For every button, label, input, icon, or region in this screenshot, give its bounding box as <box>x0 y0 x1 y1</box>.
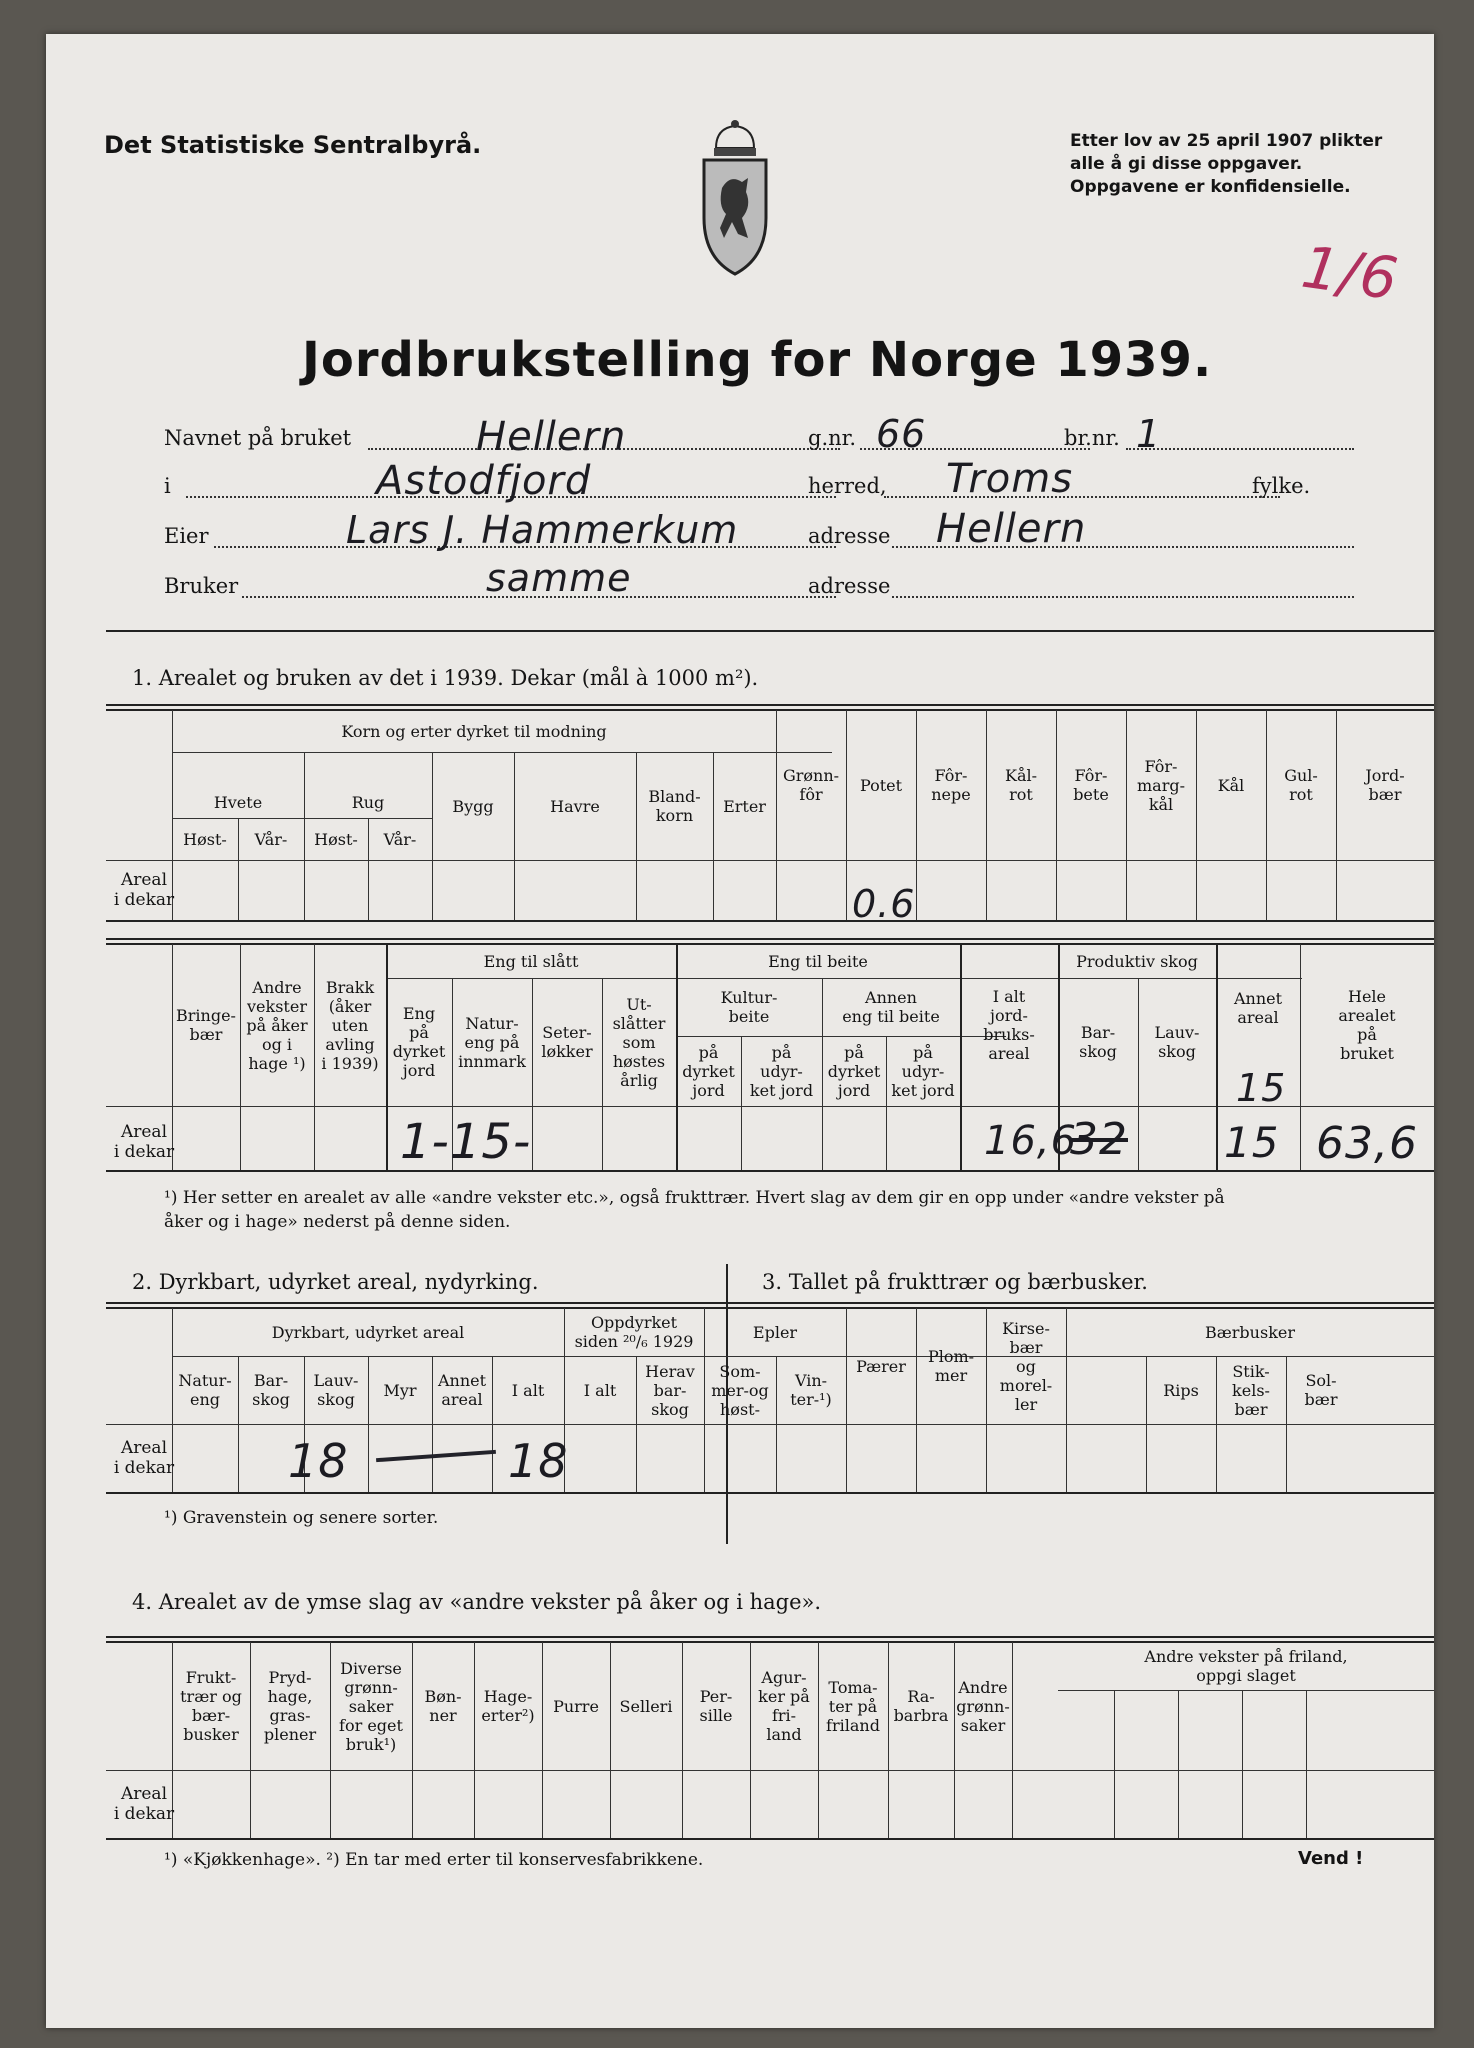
col-forbete: Fôr- bete <box>1073 766 1109 804</box>
col-selleri: Selleri <box>619 1696 673 1716</box>
col-sommer-host: Som- mer-og høst- <box>711 1361 769 1419</box>
section4-footnote: ¹) «Kjøkkenhage». ²) En tar med erter til konservesfabrikkene. <box>164 1850 704 1870</box>
form-title: Jordbrukstelling for Norge 1939. <box>302 332 1213 388</box>
col-frukttraer: Frukt- trær og bær- busker <box>180 1668 242 1744</box>
col-bringebaer: Bringe- bær <box>176 1006 236 1044</box>
eier-label: Eier <box>164 524 209 548</box>
col-tomater: Toma- ter på friland <box>826 1677 880 1735</box>
col-hvete-host: Høst- <box>183 829 227 849</box>
navn-label: Navnet på bruket <box>164 426 352 450</box>
col-jordbaer: Jord- bær <box>1365 766 1405 804</box>
eier-adresse-field[interactable]: Hellern <box>936 506 1087 552</box>
s2-scribble <box>376 1450 496 1462</box>
col-eng-slatt: Eng til slått <box>483 951 579 971</box>
col-natureng: Natur- eng på innmark <box>458 1013 526 1071</box>
i-label: i <box>164 474 171 498</box>
col-gulrot: Gul- rot <box>1284 766 1318 804</box>
col-eng-beite: Eng til beite <box>768 951 868 971</box>
barskog-value[interactable]: 32 <box>1070 1114 1128 1165</box>
potet-value[interactable]: 0.6 <box>852 882 916 926</box>
col-blandkorn: Bland- korn <box>648 787 701 825</box>
col-potet: Potet <box>859 775 903 795</box>
gnr-field[interactable]: 66 <box>876 412 927 456</box>
eier-field[interactable]: Lars J. Hammerkum <box>346 508 739 552</box>
col-bonner: Bøn- ner <box>424 1687 462 1725</box>
col-erter: Erter <box>723 796 766 816</box>
col-hvete-var: Vår- <box>254 829 288 849</box>
col-annet-areal: Annet areal <box>1233 989 1283 1027</box>
col-agurker: Agur- ker på fri- land <box>758 1668 810 1744</box>
row-label-1a: Areal i dekar <box>113 870 175 910</box>
col-rabarbra: Ra- barbra <box>893 1687 949 1725</box>
col-s2-i-alt2: I alt <box>583 1380 617 1400</box>
col-rug: Rug <box>351 792 385 812</box>
col-rug-host: Høst- <box>314 829 358 849</box>
col-oppdyrket: Oppdyrket siden ²⁰/₆ 1929 <box>574 1313 694 1351</box>
eier-adresse-label: adresse <box>808 524 891 548</box>
row-label-1b: Areal i dekar <box>113 1122 175 1162</box>
col-s2-barskog: Bar- skog <box>252 1371 290 1409</box>
margin-mark: 1/6 <box>1297 232 1403 314</box>
col-havre: Havre <box>550 796 600 816</box>
bruker-adresse-label: adresse <box>808 574 891 598</box>
col-brakk: Brakk (åker uten avling i 1939) <box>321 977 379 1073</box>
hele-arealet-value[interactable]: 63,6 <box>1316 1118 1418 1169</box>
brnr-field[interactable]: 1 <box>1136 412 1162 456</box>
col-solbaer: Sol- bær <box>1304 1371 1338 1409</box>
row-label-4: Areal i dekar <box>113 1784 175 1824</box>
col-barskog: Bar- skog <box>1079 1023 1117 1061</box>
section1-footnote: ¹) Her setter en arealet av alle «andre vekster etc.», også frukttrær. Hvert slag av dem gir en opp under «andre vekster på åker og i hage» nederst på denne siden. <box>164 1188 1225 1232</box>
section2-heading: 2. Dyrkbart, udyrket areal, nydyrking. <box>132 1270 539 1294</box>
census-form-sheet <box>46 34 1434 2028</box>
coat-of-arms-icon <box>696 118 774 278</box>
col-hele-arealet: Hele arealet på bruket <box>1338 987 1396 1063</box>
annet-areal-value[interactable]: 15 <box>1224 1118 1280 1167</box>
col-prydhage: Pryd- hage, gras- plener <box>263 1668 317 1744</box>
herred-field[interactable]: Astodfjord <box>376 458 592 504</box>
col-kultur-udyrket: på udyr- ket jord <box>749 1042 814 1100</box>
col-lauvskog: Lauv- skog <box>1154 1023 1200 1061</box>
navn-field[interactable]: Hellern <box>476 414 627 460</box>
section4-heading: 4. Arealet av de ymse slag av «andre vekster på åker og i hage». <box>132 1590 822 1614</box>
col-annen-eng: Annen eng til beite <box>842 988 940 1026</box>
col-purre: Purre <box>553 1696 599 1716</box>
col-annen-dyrket: på dyrket jord <box>827 1042 881 1100</box>
col-s2-natureng: Natur- eng <box>178 1371 232 1409</box>
col-eng-dyrket: Eng på dyrket jord <box>392 1004 446 1080</box>
col-stikkelsbaer: Stik- kels- bær <box>1232 1361 1270 1419</box>
col-formargkal: Fôr- marg- kål <box>1136 756 1185 814</box>
col-s2-annet-areal: Annet areal <box>437 1371 487 1409</box>
col-andre-friland: Andre vekster på friland, oppgi slaget <box>1144 1647 1348 1685</box>
s2-natureng-value[interactable]: 18 <box>288 1434 349 1488</box>
col-andre-gronnsaker: Andre grønn- saker <box>956 1677 1010 1735</box>
col-gronnfor: Grønn- fôr <box>782 766 840 804</box>
col-vinter: Vin- ter-¹) <box>790 1371 832 1409</box>
s2-i-alt-value[interactable]: 18 <box>508 1434 569 1488</box>
brnr-label: br.nr. <box>1064 426 1120 450</box>
row-label-2: Areal i dekar <box>113 1438 175 1478</box>
col-kirsebaer: Kirse- bær og morel- ler <box>999 1318 1053 1414</box>
col-annen-udyrket: på udyr- ket jord <box>891 1042 955 1100</box>
col-fornepe: Fôr- nepe <box>931 766 971 804</box>
col-andre-vekster: Andre vekster på åker og i hage ¹) <box>246 977 308 1073</box>
section1-heading: 1. Arealet og bruken av det i 1939. Dekar (mål à 1000 m²). <box>132 666 759 690</box>
eng-value[interactable]: 1-15- <box>400 1114 532 1170</box>
col-kultur-dyrket: på dyrket jord <box>682 1042 735 1100</box>
col-persille: Per- sille <box>699 1687 733 1725</box>
col-plommer: Plom- mer <box>927 1347 975 1385</box>
institution-name: Det Statistiske Sentralbyrå. <box>104 131 482 159</box>
col-i-alt-jordbruk: I alt jord- bruks- areal <box>983 987 1035 1063</box>
col-seterlokker: Seter- løkker <box>541 1023 593 1061</box>
col-rips: Rips <box>1163 1380 1199 1400</box>
col-diverse: Diverse grønn- saker for eget bruk¹) <box>339 1658 403 1754</box>
section3-heading: 3. Tallet på frukttrær og bærbusker. <box>762 1270 1148 1294</box>
col-hvete: Hvete <box>213 792 263 812</box>
section2-footnote: ¹) Gravenstein og senere sorter. <box>164 1508 439 1528</box>
col-kal: Kål <box>1217 775 1245 795</box>
col-s2-lauvskog: Lauv- skog <box>313 1371 359 1409</box>
col-baerbusker: Bærbusker <box>1204 1322 1295 1342</box>
col-kulturbeite: Kultur- beite <box>720 988 778 1026</box>
col-epler: Epler <box>752 1322 798 1342</box>
gnr-label: g.nr. <box>808 426 857 450</box>
col-s2-i-alt: I alt <box>511 1380 545 1400</box>
bruker-field[interactable]: samme <box>486 556 632 600</box>
col-dyrkbart-group: Dyrkbart, udyrket areal <box>271 1322 465 1342</box>
fylke-label: fylke. <box>1252 474 1311 498</box>
col-utslatter: Ut- slåtter som høstes årlig <box>612 994 666 1090</box>
herred-label: herred, <box>808 474 887 498</box>
col-produktiv-skog: Produktiv skog <box>1076 951 1198 971</box>
col-s2-myr: Myr <box>383 1380 417 1400</box>
vend-label: Vend ! <box>1298 1848 1364 1869</box>
fylke-field[interactable]: Troms <box>946 456 1074 502</box>
col-kalrot: Kål- rot <box>1004 766 1037 804</box>
bruker-label: Bruker <box>164 574 239 598</box>
i-alt-jordbruk-value[interactable]: 16,6 <box>984 1118 1078 1164</box>
col-rug-var: Vår- <box>383 829 417 849</box>
annet-areal-note[interactable]: 15 <box>1236 1066 1287 1110</box>
col-bygg: Bygg <box>452 796 494 816</box>
col-korn-group: Korn og erter dyrket til modning <box>341 721 607 741</box>
col-hageerter: Hage- erter²) <box>481 1687 535 1725</box>
col-paerer: Pærer <box>856 1356 906 1376</box>
col-herav-barskog: Herav bar- skog <box>645 1361 695 1419</box>
legal-notice: Etter lov av 25 april 1907 plikter alle å gi disse oppgaver. Oppgavene er konfidensielle. <box>1070 131 1383 197</box>
